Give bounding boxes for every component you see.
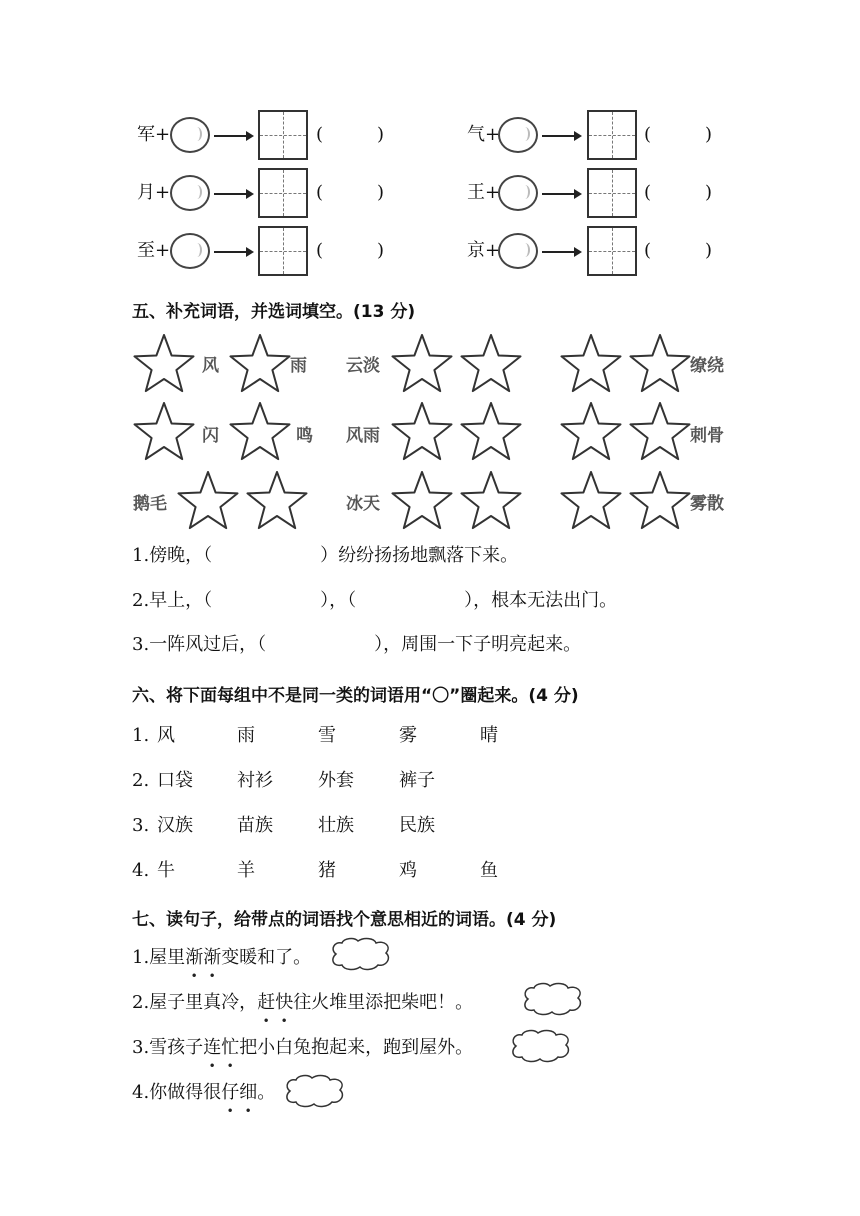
dotted-char: 渐	[185, 947, 204, 968]
blank-circle[interactable]	[170, 117, 210, 153]
writing-grid[interactable]	[258, 110, 308, 160]
group-word[interactable]: 风	[157, 725, 175, 746]
star-blank-icon[interactable]	[388, 469, 456, 533]
dotted-char: 渐	[203, 947, 222, 968]
answer-paren[interactable]: ( )	[644, 240, 713, 261]
star-word-label: 鹅毛	[133, 494, 167, 514]
cloud-answer-box[interactable]	[508, 1028, 574, 1064]
arrow-icon	[214, 251, 252, 253]
arrow-icon	[542, 251, 580, 253]
answer-paren[interactable]: ( )	[316, 182, 385, 203]
sentence-text: 往火堆里添把柴吧！。	[293, 992, 474, 1013]
star-word-label: 雨	[290, 356, 307, 376]
star-blank-icon[interactable]	[626, 400, 694, 464]
dotted-char: 连	[203, 1037, 222, 1058]
char-left-1: 军+	[137, 124, 171, 145]
star-word-label: 风雨	[346, 426, 380, 446]
star-blank-icon[interactable]	[557, 332, 625, 396]
char-left-2: 月+	[137, 182, 171, 203]
star-blank-icon[interactable]	[557, 469, 625, 533]
blank-circle[interactable]	[170, 175, 210, 211]
arrow-icon	[542, 135, 580, 137]
star-blank-icon[interactable]	[388, 400, 456, 464]
group-word[interactable]: 鸡	[399, 860, 417, 881]
dotted-char: 细	[239, 1082, 258, 1103]
sentence-3	[132, 1037, 473, 1059]
group-word[interactable]: 雾	[399, 725, 417, 746]
cloud-answer-box[interactable]	[520, 981, 586, 1017]
dotted-char: 赶	[257, 992, 276, 1013]
cloud-answer-box[interactable]	[328, 936, 394, 972]
writing-grid[interactable]	[587, 110, 637, 160]
group-number: 3.	[132, 815, 150, 836]
group-word[interactable]: 衬衫	[237, 770, 273, 791]
fill-question-3: 3.一阵风过后，（ ），周围一下子明亮起来。	[132, 634, 582, 655]
dotted-word	[185, 947, 221, 968]
star-blank-icon[interactable]	[626, 332, 694, 396]
sentence-text: 1.屋里	[132, 947, 186, 968]
group-word[interactable]: 民族	[399, 815, 435, 836]
star-word-label: 云淡	[346, 356, 380, 376]
star-blank-icon[interactable]	[557, 400, 625, 464]
char-right-3: 京+	[467, 240, 501, 261]
answer-paren[interactable]: ( )	[316, 124, 385, 145]
writing-grid[interactable]	[258, 168, 308, 218]
dotted-word	[257, 992, 293, 1013]
sentence-2	[132, 992, 473, 1014]
writing-grid[interactable]	[587, 226, 637, 276]
group-word[interactable]: 羊	[237, 860, 255, 881]
blank-circle[interactable]	[498, 233, 538, 269]
group-word[interactable]: 苗族	[237, 815, 273, 836]
cloud-answer-box[interactable]	[282, 1073, 348, 1109]
star-word-label: 缭绕	[690, 356, 724, 376]
writing-grid[interactable]	[258, 226, 308, 276]
blank-circle[interactable]	[498, 117, 538, 153]
blank-circle[interactable]	[170, 233, 210, 269]
group-word[interactable]: 裤子	[399, 770, 435, 791]
section6-heading: 六、将下面每组中不是同一类的词语用“〇”圈起来。(4 分)	[132, 686, 579, 706]
group-word[interactable]: 壮族	[318, 815, 354, 836]
dotted-char: 仔	[221, 1082, 240, 1103]
star-word-label: 雾散	[690, 494, 724, 514]
group-number: 2.	[132, 770, 150, 791]
group-number: 1.	[132, 725, 150, 746]
star-word-label: 闪	[202, 426, 219, 446]
star-word-label: 冰天	[346, 494, 380, 514]
star-word-label: 风	[202, 356, 219, 376]
sentence-text: 把小白兔抱起来，跑到屋外。	[239, 1037, 474, 1058]
group-word[interactable]: 雪	[318, 725, 336, 746]
star-word-label: 鸣	[296, 426, 313, 446]
fill-question-1: 1.傍晚，（ ）纷纷扬扬地飘落下来。	[132, 545, 519, 566]
star-blank-icon[interactable]	[457, 400, 525, 464]
arrow-icon	[542, 193, 580, 195]
arrow-icon	[214, 193, 252, 195]
star-blank-icon[interactable]	[388, 332, 456, 396]
sentence-text: 4.你做得很	[132, 1082, 222, 1103]
star-blank-icon[interactable]	[174, 469, 242, 533]
group-word[interactable]: 汉族	[157, 815, 193, 836]
star-blank-icon[interactable]	[457, 332, 525, 396]
star-blank-icon[interactable]	[226, 332, 294, 396]
star-blank-icon[interactable]	[226, 400, 294, 464]
sentence-text: 。	[257, 1082, 276, 1103]
dotted-word	[221, 1082, 257, 1103]
star-blank-icon[interactable]	[626, 469, 694, 533]
blank-circle[interactable]	[498, 175, 538, 211]
char-right-1: 气+	[467, 124, 501, 145]
sentence-text: 3.雪孩子	[132, 1037, 204, 1058]
sentence-4	[132, 1082, 275, 1104]
sentence-text: 2.屋子里真冷，	[132, 992, 258, 1013]
char-right-2: 王+	[467, 182, 501, 203]
group-word[interactable]: 鱼	[480, 860, 498, 881]
group-word[interactable]: 外套	[318, 770, 354, 791]
answer-paren[interactable]: ( )	[644, 182, 713, 203]
section5-heading: 五、补充词语，并选词填空。(13 分)	[132, 302, 416, 322]
group-word[interactable]: 猪	[318, 860, 336, 881]
arrow-icon	[214, 135, 252, 137]
group-word[interactable]: 雨	[237, 725, 255, 746]
sentence-text: 变暖和了。	[221, 947, 312, 968]
answer-paren[interactable]: ( )	[316, 240, 385, 261]
group-number: 4.	[132, 860, 150, 881]
char-left-3: 至+	[137, 240, 171, 261]
answer-paren[interactable]: ( )	[644, 124, 713, 145]
group-word[interactable]: 牛	[157, 860, 175, 881]
sentence-1	[132, 947, 311, 969]
star-blank-icon[interactable]	[243, 469, 311, 533]
group-word[interactable]: 口袋	[157, 770, 193, 791]
star-blank-icon[interactable]	[457, 469, 525, 533]
star-word-label: 刺骨	[690, 426, 724, 446]
dotted-word	[203, 1037, 239, 1058]
dotted-char: 快	[275, 992, 294, 1013]
star-blank-icon[interactable]	[130, 332, 198, 396]
star-blank-icon[interactable]	[130, 400, 198, 464]
dotted-char: 忙	[221, 1037, 240, 1058]
section7-heading: 七、读句子，给带点的词语找个意思相近的词语。(4 分)	[132, 910, 557, 930]
writing-grid[interactable]	[587, 168, 637, 218]
fill-question-2: 2.早上，（ ），（ ），根本无法出门。	[132, 590, 618, 611]
group-word[interactable]: 晴	[480, 725, 498, 746]
